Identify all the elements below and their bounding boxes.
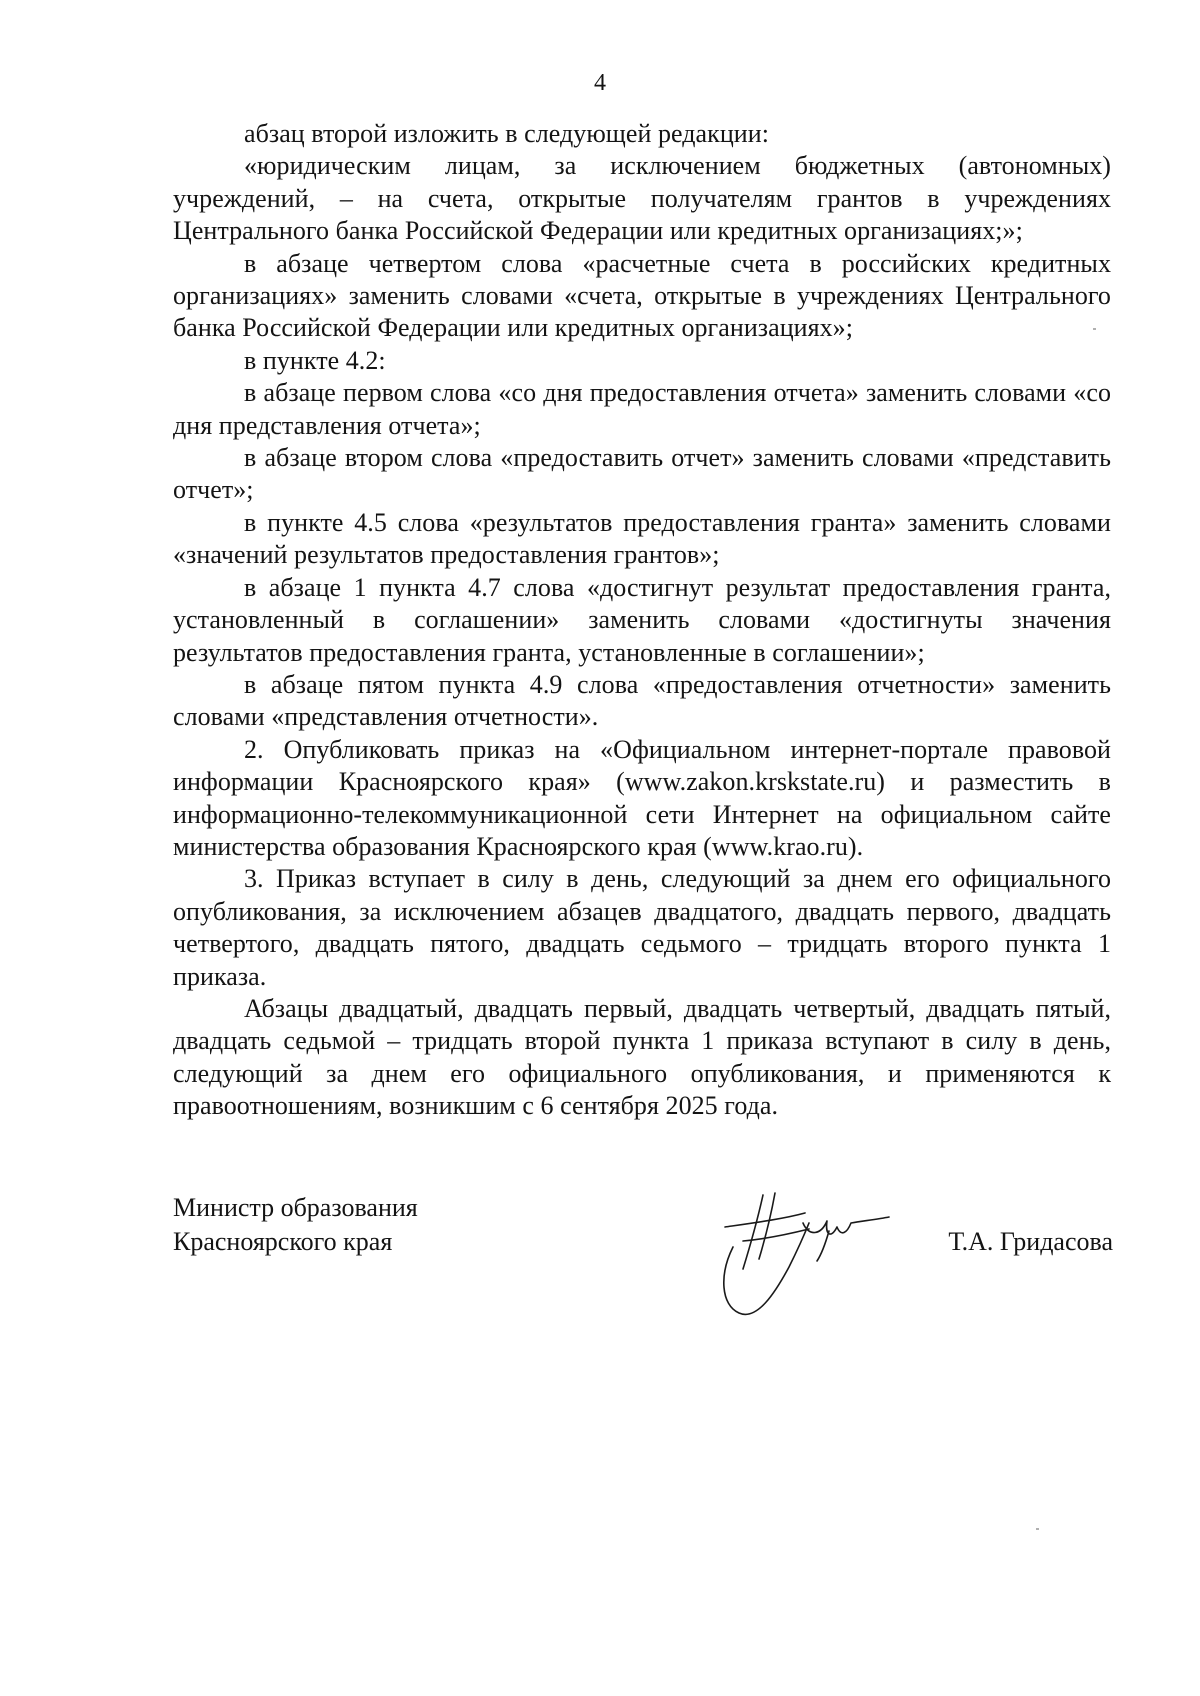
scan-speck	[1093, 328, 1096, 330]
paragraph-2: «юридическим лицам, за исключением бюджетных (автономных) учреждений, – на счета, открытые получателям грантов в учреждениях Центрального банка Российской Федерации или кредитных организациях;»;	[173, 151, 1111, 246]
scan-speck	[1036, 1528, 1039, 1530]
paragraph-3: в абзаце четвертом слова «расчетные счета в российских кредитных организациях» заменить словами «счета, открытые в учреждениях Центрального банка Российской Федерации или кредитных организациях»;	[173, 248, 1111, 343]
paragraph-9: в абзаце пятом пункта 4.9 слова «предоставления отчетности» заменить словами «представления отчетности».	[173, 669, 1111, 732]
paragraph-1: абзац второй изложить в следующей редакции:	[244, 119, 769, 148]
paragraph-5: в абзаце первом слова «со дня предоставления отчета» заменить словами «со дня представления отчета»;	[173, 378, 1111, 440]
paragraph-effective-date: 3. Приказ вступает в силу в день, следующий за днем его официального опубликования, за исключением абзацев двадцатого, двадцать первого, двадцать четвертого, двадцать пятого, двадцать седьмого – тридцать второго пункта 1 приказа.	[173, 864, 1111, 991]
page-number: 4	[594, 70, 606, 96]
signature-block	[173, 1191, 1113, 1351]
paragraph-7: в пункте 4.5 слова «результатов предоставления гранта» заменить словами «значений результатов предоставления грантов»;	[173, 507, 1111, 570]
document-body	[173, 118, 1111, 1123]
paragraph-exceptions: Абзацы двадцатый, двадцать первый, двадцать четвертый, двадцать пятый, двадцать седьмой – тридцать второй пункта 1 приказа вступают в силу в день, следующий за днем его официального опубликования, и применяются к правоотношениям, возникшим с 6 сентября 2025 года.	[173, 993, 1111, 1121]
handwritten-signature	[713, 1183, 893, 1323]
signer-title-line-1: Министр образования	[173, 1193, 418, 1222]
signer-title	[173, 1191, 418, 1259]
signer-name: Т.А. Гридасова	[948, 1227, 1113, 1256]
paragraph-6: в абзаце втором слова «предоставить отчет» заменить словами «представить отчет»;	[173, 443, 1111, 505]
paragraph-4: в пункте 4.2:	[244, 345, 386, 375]
paragraph-8: в абзаце 1 пункта 4.7 слова «достигнут результат предоставления гранта, установленный в соглашении» заменить словами «достигнуты значения результатов предоставления гранта, установленные в соглашении»;	[173, 572, 1111, 667]
paragraph-publication: 2. Опубликовать приказ на «Официальном интернет-портале правовой информации Красноярского края» (www.zakon.krskstate.ru) и разместить в информационно-телекоммуникационной сети Интернет на официальном сайте министерства образования Красноярского края (www.krao.ru).	[173, 734, 1111, 861]
signer-title-line-2: Красноярского края	[173, 1227, 393, 1256]
